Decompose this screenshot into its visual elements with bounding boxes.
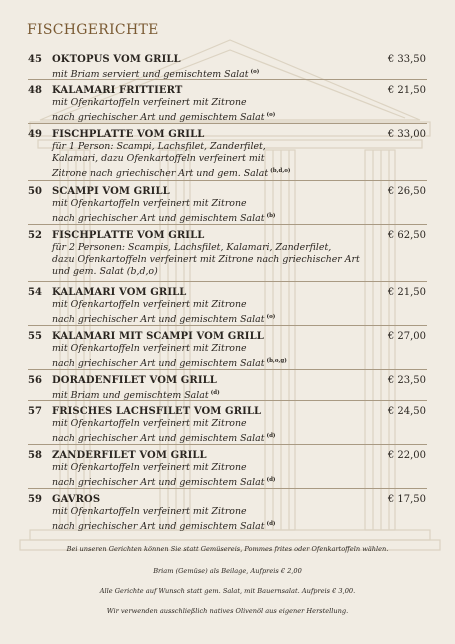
dish-number: 55: [28, 331, 42, 342]
description-line: [52, 141, 407, 153]
dish-divider: [28, 488, 427, 489]
dish-name: FRISCHES LACHSFILET VOM GRILL: [52, 406, 262, 417]
dish-divider: [28, 369, 427, 370]
description-line: [52, 153, 407, 165]
dish-name: DORADENFILET VOM GRILL: [52, 375, 217, 386]
footer-note-side-dishes: Bei unseren Gerichten können Sie statt Gemüsereis, Pommes frites oder Ofenkartoffeln wählen.: [66, 545, 389, 553]
dish-divider: [28, 325, 427, 326]
dish-price: € 22,00: [387, 450, 426, 461]
description-line: [52, 198, 407, 210]
description-line: [52, 418, 407, 430]
dish-divider: [28, 123, 427, 124]
description-line: [52, 518, 407, 533]
description-text: Zitrone nach griechischer Art und gem. Salat: [52, 168, 269, 179]
description-text: nach griechischer Art und gemischtem Salat: [52, 358, 265, 369]
description-text: mit Ofenkartoffeln verfeinert mit Zitrone: [52, 198, 247, 209]
description-line: [52, 462, 407, 474]
dish-name: FISCHPLATTE VOM GRILL: [52, 129, 205, 140]
dish-divider: [28, 180, 427, 181]
allergen-codes: (o): [250, 69, 260, 75]
dish-number: 49: [28, 129, 42, 140]
description-text: nach griechischer Art und gemischtem Salat: [52, 433, 265, 444]
dish-price: € 27,00: [387, 331, 426, 342]
allergen-codes: (b,o,g): [266, 358, 287, 364]
description-line: [52, 165, 407, 180]
description-line: [52, 109, 407, 124]
description-text: nach griechischer Art und gemischtem Salat: [52, 213, 265, 224]
dish-number: 56: [28, 375, 42, 386]
description-text: mit Ofenkartoffeln verfeinert mit Zitrone: [52, 343, 247, 354]
description-line: [52, 430, 407, 445]
dish-name: KALAMARI MIT SCAMPI VOM GRILL: [52, 331, 264, 342]
dish-price: € 24,50: [387, 406, 426, 417]
dish-number: 57: [28, 406, 42, 417]
dish-description: [52, 462, 407, 489]
dish-price: € 26,50: [387, 186, 426, 197]
description-line: [52, 266, 407, 278]
dish-divider: [28, 281, 427, 282]
description-line: [52, 254, 407, 266]
description-line: [52, 299, 407, 311]
allergen-codes: (d): [266, 521, 276, 527]
description-text: mit Briam serviert und gemischtem Salat: [52, 69, 249, 80]
allergen-codes: (o): [266, 112, 276, 118]
allergen-codes: (b): [266, 213, 276, 219]
dish-divider: [28, 444, 427, 445]
description-text: mit Ofenkartoffeln verfeinert mit Zitrone: [52, 462, 247, 473]
dish-name: SCAMPI VOM GRILL: [52, 186, 170, 197]
footer-note-briam: Briam (Gemüse) als Beilage, Aufpreis € 2,00: [153, 567, 302, 575]
footer-note-olive-oil: Wir verwenden ausschließlich natives Olivenöl aus eigener Herstellung.: [106, 607, 349, 615]
dish-price: € 21,50: [387, 85, 426, 96]
dish-price: € 62,50: [387, 230, 426, 241]
description-text: für 1 Person: Scampi, Lachsfilet, Zanderfilet,: [52, 141, 266, 152]
footer-note-farmer-salad: Alle Gerichte auf Wunsch statt gem. Salat, mit Bauernsalat. Aufpreis € 3,00.: [99, 587, 356, 595]
description-text: mit Ofenkartoffeln verfeinert mit Zitrone: [52, 506, 247, 517]
dish-description: [52, 141, 407, 180]
dish-name: FISCHPLATTE VOM GRILL: [52, 230, 205, 241]
dish-price: € 33,00: [387, 129, 426, 140]
dish-number: 48: [28, 85, 42, 96]
dish-price: € 21,50: [387, 287, 426, 298]
dish-price: € 33,50: [387, 54, 426, 65]
description-line: [52, 242, 407, 254]
description-line: [52, 506, 407, 518]
description-text: und gem. Salat (b,d,o): [52, 266, 158, 277]
description-text: nach griechischer Art und gemischtem Salat: [52, 112, 265, 123]
dish-number: 59: [28, 494, 42, 505]
dish-description: [52, 242, 407, 278]
dish-number: 58: [28, 450, 42, 461]
description-line: [52, 97, 407, 109]
description-text: für 2 Personen: Scampis, Lachsfilet, Kalamari, Zanderfilet,: [52, 242, 332, 253]
dish-name: KALAMARI FRITTIERT: [52, 85, 183, 96]
dish-number: 52: [28, 230, 42, 241]
dish-name: ZANDERFILET VOM GRILL: [52, 450, 207, 461]
section-title: FISCHGERICHTE: [27, 22, 159, 38]
description-text: nach griechischer Art und gemischtem Salat: [52, 477, 265, 488]
description-text: nach griechischer Art und gemischtem Salat: [52, 521, 265, 532]
dish-description: [52, 198, 407, 225]
allergen-codes: (d): [210, 390, 220, 396]
description-text: mit Ofenkartoffeln verfeinert mit Zitrone: [52, 299, 247, 310]
allergen-codes: (b,d,o): [270, 168, 291, 174]
dish-name: GAVROS: [52, 494, 101, 505]
dish-description: [52, 97, 407, 124]
description-line: [52, 210, 407, 225]
allergen-codes: (d): [266, 477, 276, 483]
dish-number: 50: [28, 186, 42, 197]
dish-divider: [28, 400, 427, 401]
description-line: [52, 311, 407, 326]
dish-description: [52, 506, 407, 533]
dish-number: 54: [28, 287, 42, 298]
description-text: mit Ofenkartoffeln verfeinert mit Zitrone: [52, 97, 247, 108]
description-line: [52, 343, 407, 355]
dish-price: € 17,50: [387, 494, 426, 505]
allergen-codes: (o): [266, 314, 276, 320]
description-text: nach griechischer Art und gemischtem Salat: [52, 314, 265, 325]
description-line: [52, 355, 407, 370]
description-text: Kalamari, dazu Ofenkartoffeln verfeinert mit: [52, 153, 265, 164]
allergen-codes: (d): [266, 433, 276, 439]
dish-name: OKTOPUS VOM GRILL: [52, 54, 181, 65]
dish-description: [52, 299, 407, 326]
description-line: [52, 474, 407, 489]
dish-description: [52, 343, 407, 370]
dish-name: KALAMARI VOM GRILL: [52, 287, 187, 298]
dish-divider: [28, 79, 427, 80]
dish-price: € 23,50: [387, 375, 426, 386]
dish-description: [52, 418, 407, 445]
dish-divider: [28, 224, 427, 225]
dish-number: 45: [28, 54, 42, 65]
description-text: mit Briam und gemischtem Salat: [52, 390, 209, 401]
description-text: dazu Ofenkartoffeln verfeinert mit Zitrone nach griechischer Art: [52, 254, 360, 265]
description-text: mit Ofenkartoffeln verfeinert mit Zitrone: [52, 418, 247, 429]
